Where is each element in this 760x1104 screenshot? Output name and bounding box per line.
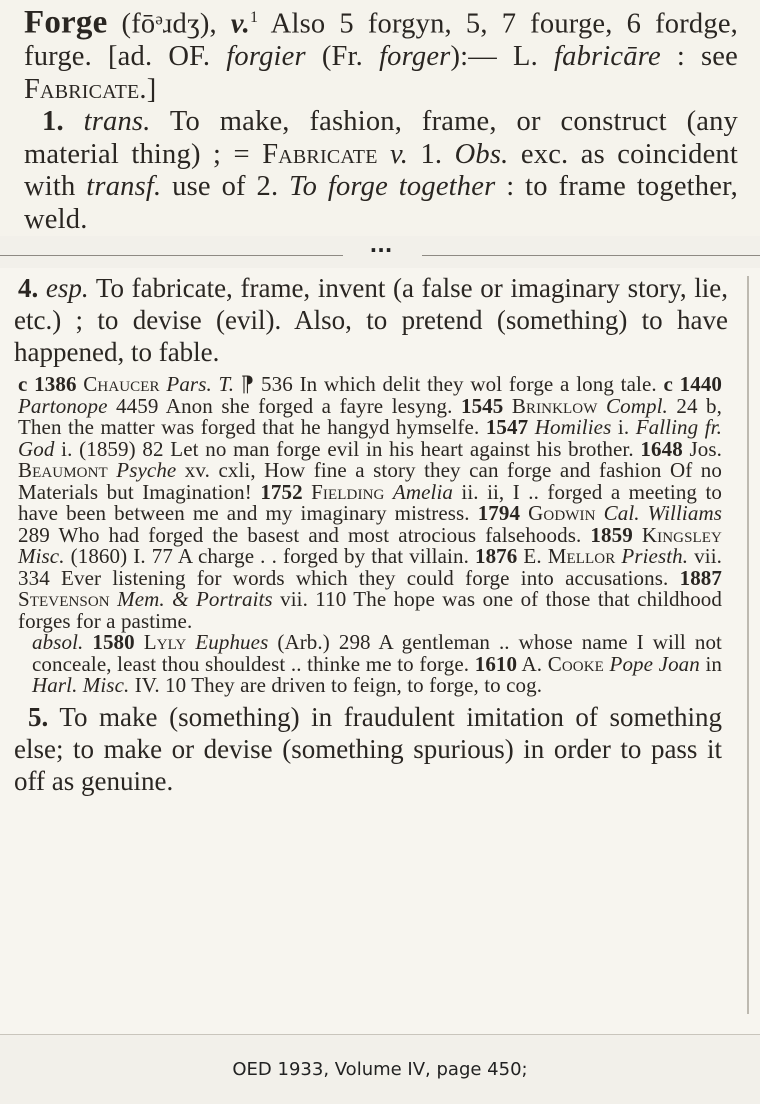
- quote-author: Mellor: [547, 544, 616, 568]
- quote-year: c 1440: [663, 372, 723, 396]
- etym-fr: forger: [379, 41, 451, 72]
- sense-1: [24, 106, 738, 236]
- cross-ref-num: 1.: [408, 138, 455, 170]
- quote-year: 1859: [590, 522, 633, 547]
- quote-year: 1545: [460, 393, 504, 418]
- quote-year: 1610: [474, 651, 518, 676]
- quote-year: 1876: [474, 544, 518, 568]
- ellipsis-separator: ···: [369, 238, 393, 262]
- phrase: To forge together: [289, 171, 496, 202]
- definition-text: exc. as coincident with: [24, 138, 738, 202]
- quotation-block: [14, 374, 722, 632]
- quote-ref: 24 b,: [667, 393, 722, 418]
- quote-work: Pars. T.: [166, 372, 235, 396]
- definition-text: To fabricate, frame, invent (a false or imaginary story, lie, etc.) ; to devise (evil). Also, to pretend (something) to have happened, to fable.: [14, 273, 728, 367]
- etym-latin: fabricāre: [554, 41, 661, 72]
- quote-author: Fielding: [311, 479, 385, 504]
- quote-text: vii. 110 The hope was one of those that childhood forges for a pastime.: [18, 587, 723, 633]
- quote-text: ii. ii, I .. forged a meeting to have been between me and my imaginary mistress.: [18, 479, 722, 525]
- source-caption: OED 1933, Volume IV, page 450;: [0, 1034, 760, 1104]
- quote-year: 1648: [640, 436, 683, 461]
- quote-text: (Arb.) 298 A gentleman .. whose name I will not conceale, least thou shouldest .. thinke me to forge.: [32, 630, 722, 676]
- quote-work: Harl. Misc.: [32, 673, 130, 697]
- quote-year: 1887: [679, 565, 722, 590]
- etym-of: forgier: [226, 41, 306, 72]
- bottom-excerpt: [0, 268, 760, 1034]
- quote-year: c 1386: [18, 372, 77, 396]
- quote-year: 1794: [477, 501, 521, 525]
- headword: Forge: [24, 4, 108, 41]
- quotations: [14, 374, 722, 697]
- quote-author: Chaucer: [83, 372, 160, 396]
- quote-year: 1547: [485, 415, 529, 439]
- sense-number: 5.: [28, 701, 49, 732]
- quotation-block-absol: [14, 632, 722, 697]
- quote-ref: ⁋ 536: [234, 372, 293, 396]
- etym-text: (Fr.: [305, 41, 380, 72]
- quote-text: A.: [517, 651, 548, 676]
- sense-4: [14, 272, 728, 368]
- absol-label: absol.: [32, 630, 84, 654]
- cross-ref: Fabricate: [262, 138, 378, 170]
- quote-text: in: [699, 651, 722, 676]
- etym-text: ):— L.: [450, 41, 554, 72]
- quote-text: xv. cxli, How fine a story they can forge and fashion Of no Materials but Imagination!: [18, 458, 722, 504]
- quote-text: E.: [517, 544, 548, 568]
- quote-ref: i.: [611, 415, 636, 439]
- column-rule: [747, 276, 749, 1014]
- separator-line-right: [422, 255, 760, 256]
- sense-label: esp.: [45, 273, 89, 303]
- quote-work: Compl.: [606, 393, 668, 418]
- quote-ref: 4459: [107, 393, 159, 418]
- definition-text: : to frame together, weld.: [24, 171, 738, 235]
- definition-text: use of 2.: [161, 171, 290, 202]
- homograph-number: 1: [250, 9, 259, 26]
- quote-year: 1580: [92, 630, 135, 654]
- quote-work: Psyche: [116, 458, 177, 482]
- quote-author: Godwin: [528, 501, 596, 525]
- quote-text: i. (1859) 82 Let no man forge evil in his heart against his brother.: [54, 436, 641, 461]
- quote-work: Euphues: [195, 630, 269, 654]
- quote-author: Lyly: [143, 630, 187, 654]
- separator-line-left: [0, 255, 343, 256]
- quote-author: Cooke: [547, 651, 604, 676]
- sense-number: 4.: [18, 273, 39, 303]
- quote-text: (1860) I. 77 A charge . . forged by that villain.: [64, 544, 475, 568]
- etym-text: : see: [660, 41, 739, 72]
- obs-label: Obs.: [454, 138, 509, 170]
- pronunciation: (fōᵊɹdʒ),: [121, 8, 217, 40]
- quote-author: Stevenson: [18, 587, 110, 611]
- cross-ref-pos: v.: [377, 138, 409, 170]
- etym-text: ]: [146, 73, 157, 105]
- quote-work: Partonope: [18, 393, 108, 418]
- quote-text: Then the matter was forged that he hangyd hymselfe.: [18, 415, 486, 439]
- quote-author: Beaumont: [18, 458, 108, 482]
- quote-text: 289 Who had forged the basest and most atrocious falsehoods.: [18, 522, 591, 547]
- quote-text: IV. 10 They are driven to feign, to forge, to cog.: [129, 673, 543, 697]
- quote-work: Falling fr. God: [18, 415, 722, 461]
- quote-text: Anon she forged a fayre lesyng.: [158, 393, 461, 418]
- entry-head: [24, 2, 738, 236]
- sense-label: trans.: [83, 106, 151, 137]
- transf-label: transf.: [86, 171, 162, 202]
- quote-work: Priesth.: [621, 544, 689, 568]
- quote-work: Homilies: [534, 415, 612, 439]
- quote-text: In which delit they wol forge a long tale.: [292, 372, 664, 396]
- quote-year: 1752: [260, 479, 303, 504]
- quote-work: Pope Joan: [609, 651, 700, 676]
- top-excerpt: [0, 0, 760, 236]
- etym-cross-ref: Fabricate.: [24, 73, 147, 105]
- quote-author: Brinklow: [511, 393, 598, 418]
- quote-work: Cal. Williams: [603, 501, 722, 525]
- quote-work: Amelia: [392, 479, 453, 504]
- forms: Also 5 forgyn, 5, 7 fourge, 6 fordge, furge. [ad. OF.: [24, 8, 739, 72]
- quote-work: Misc.: [18, 544, 65, 568]
- definition-text: To make, fashion, frame, or construct (any material thing) ; =: [24, 106, 739, 170]
- part-of-speech: v.: [230, 8, 251, 40]
- quote-text: Jos.: [682, 436, 722, 461]
- sense-number: 1.: [42, 106, 64, 137]
- quote-author: Kingsley: [641, 522, 722, 547]
- sense-5: [14, 701, 722, 797]
- quote-text: vii. 334 Ever listening for words which they could forge into accusations.: [18, 544, 722, 590]
- definition-text: To make (something) in fraudulent imitation of something else; to make or devise (something spurious) in order to pass it off as genuine.: [14, 701, 722, 796]
- quote-work: Mem. & Portraits: [117, 587, 273, 611]
